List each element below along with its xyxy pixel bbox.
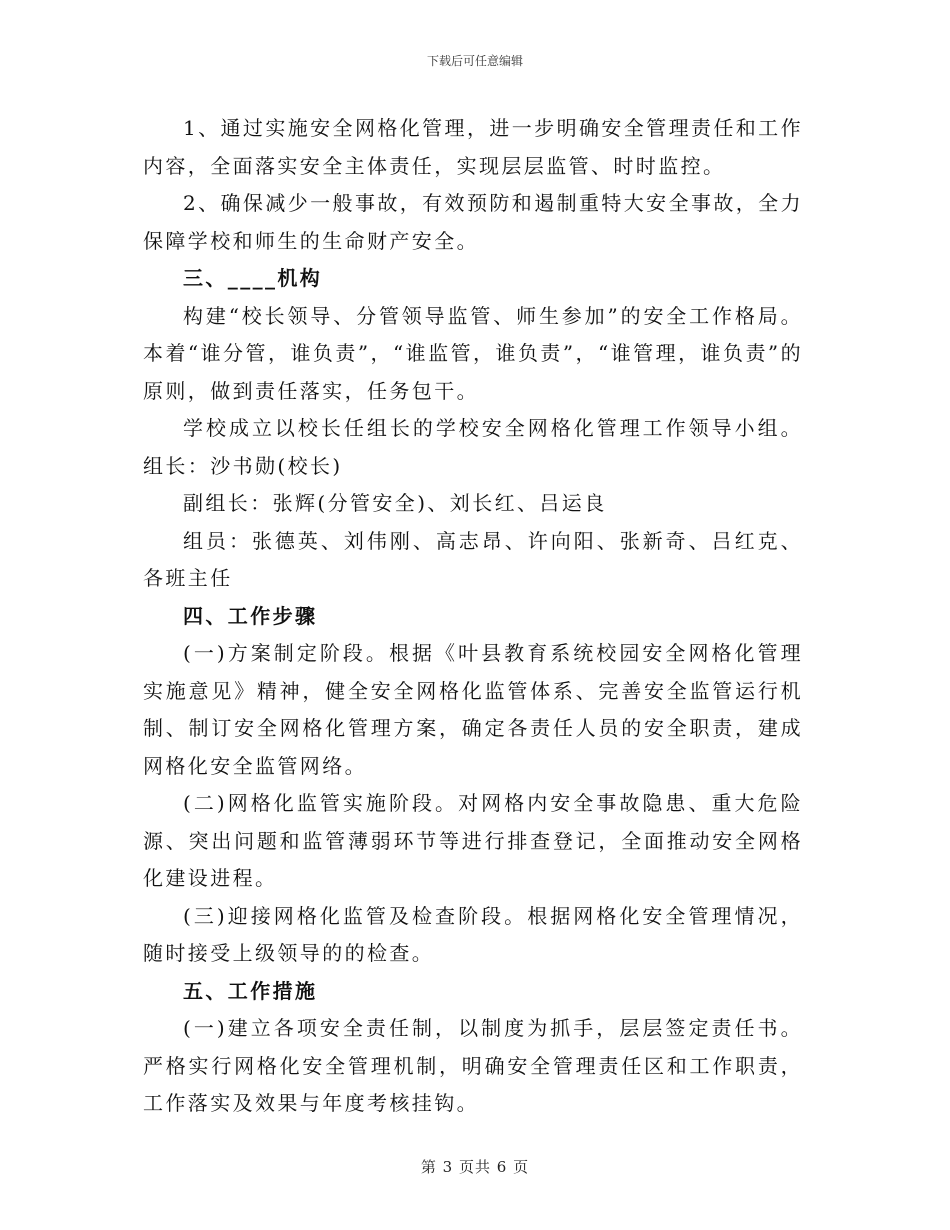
- paragraph-structure: 构建“校长领导、分管领导监管、师生参加”的安全工作格局。本着“谁分管，谁负责”，“谁监管，谁负责”，“谁管理，谁负责”的原则，做到责任落实，任务包干。: [143, 303, 803, 403]
- paragraph-deputy-leaders: 副组长：张辉(分管安全)、刘长红、吕运良: [183, 491, 607, 515]
- paragraph-goal-2: 2、确保减少一般事故，有效预防和遏制重特大安全事故，全力保障学校和师生的生命财产安全。: [143, 191, 803, 253]
- section-heading-measures: 五、工作措施: [183, 978, 318, 1003]
- section-heading-organization: 三、____机构: [183, 266, 323, 290]
- paragraph-measure-1: (一)建立各项安全责任制，以制度为抓手，层层签定责任书。严格实行网格化安全管理机制，明确安全管理责任区和工作职责，工作落实及效果与年度考核挂钩。: [143, 1016, 803, 1115]
- document-body: [143, 110, 803, 1123]
- paragraph-step-1: (一)方案制定阶段。根据《叶县教育系统校园安全网格化管理实施意见》精神，健全安全网格化监管体系、完善安全监管运行机制、制订安全网格化管理方案，确定各责任人员的安全职责，建成网格化安全监管网络。: [143, 641, 803, 778]
- paragraph-goal-1: 1、通过实施安全网格化管理，进一步明确安全管理责任和工作内容，全面落实安全主体责任，实现层层监管、时时监控。: [143, 116, 803, 178]
- page-number-footer: 第 3 页共 6 页: [420, 1158, 530, 1176]
- paragraph-step-3: (三)迎接网格化监管及检查阶段。根据网格化安全管理情况，随时接受上级领导的的检查。: [143, 903, 803, 965]
- paragraph-leadership-group: 学校成立以校长任组长的学校安全网格化管理工作领导小组。组长：沙书勋(校长): [143, 416, 803, 478]
- paragraph-members: 组员：张德英、刘伟刚、高志昂、许向阳、张新奇、吕红克、各班主任: [143, 528, 803, 590]
- paragraph-step-2: (二)网格化监管实施阶段。对网格内安全事故隐患、重大危险源、突出问题和监管薄弱环节等进行排查登记，全面推动安全网格化建设进程。: [143, 791, 803, 890]
- page-header-note: 下载后可任意编辑: [426, 54, 523, 68]
- section-heading-steps: 四、工作步骤: [183, 603, 318, 628]
